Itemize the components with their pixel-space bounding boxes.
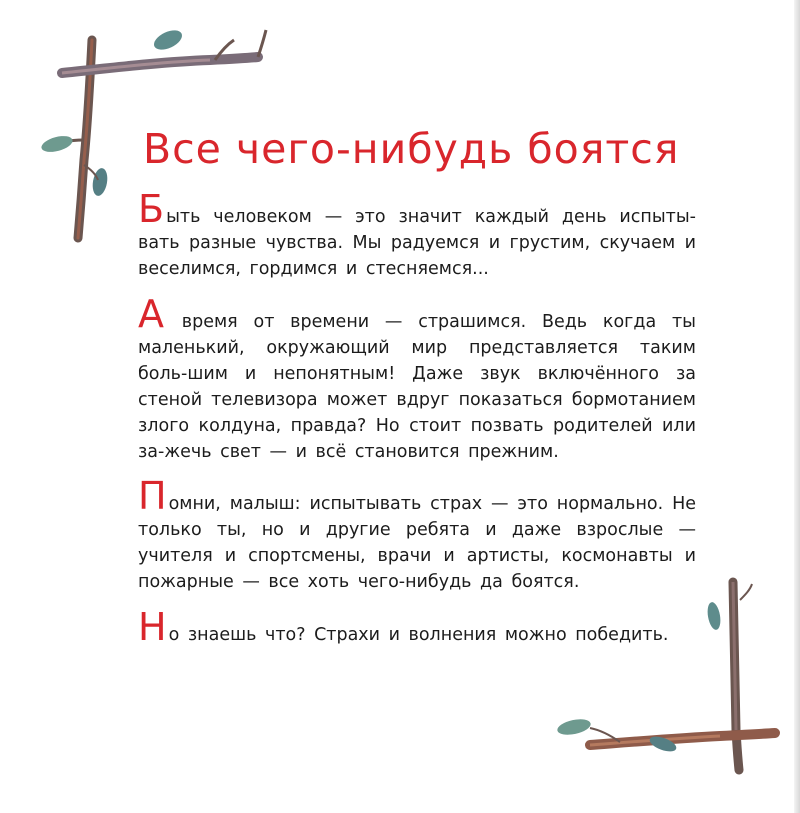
paragraph-4-text: о знаешь что? Страхи и волнения можно победить. xyxy=(168,625,669,645)
page-edge-shadow xyxy=(794,0,800,813)
paragraph-2 xyxy=(138,292,696,465)
paragraph-2-text: время от времени — страшимся. Ведь когда ты маленький, окружающий мир представляется таким боль-шим и непонятным! Даже звук включённого за стеной телевизора может вдруг показаться бормотанием злого колдуна, правда? Но стоит позвать родителей или за-жечь свет — и всё становится прежним. xyxy=(138,312,696,462)
dropcap-2: А xyxy=(138,292,164,336)
dropcap-1: Б xyxy=(138,187,165,231)
paragraph-1 xyxy=(138,187,696,282)
dropcap-3: П xyxy=(138,474,167,518)
bottom-right-branch-illustration xyxy=(556,582,775,770)
paragraph-3-text: омни, малыш: испытывать страх — это нормально. Не только ты, но и другие ребята и даже взрослые — учителя и спортсмены, врачи и артисты, космонавты и пожарные — все хоть чего-нибудь да боятся. xyxy=(138,494,696,592)
dropcap-4: Н xyxy=(138,605,167,649)
page-title: Все чего-нибудь боятся xyxy=(143,125,680,173)
paragraph-4 xyxy=(138,605,696,649)
paragraph-1-text: ыть человеком — это значит каждый день испыты-вать разные чувства. Мы радуемся и грустим, скучаем и веселимся, гордимся и стесняемся... xyxy=(138,207,696,279)
paragraph-3 xyxy=(138,474,696,595)
